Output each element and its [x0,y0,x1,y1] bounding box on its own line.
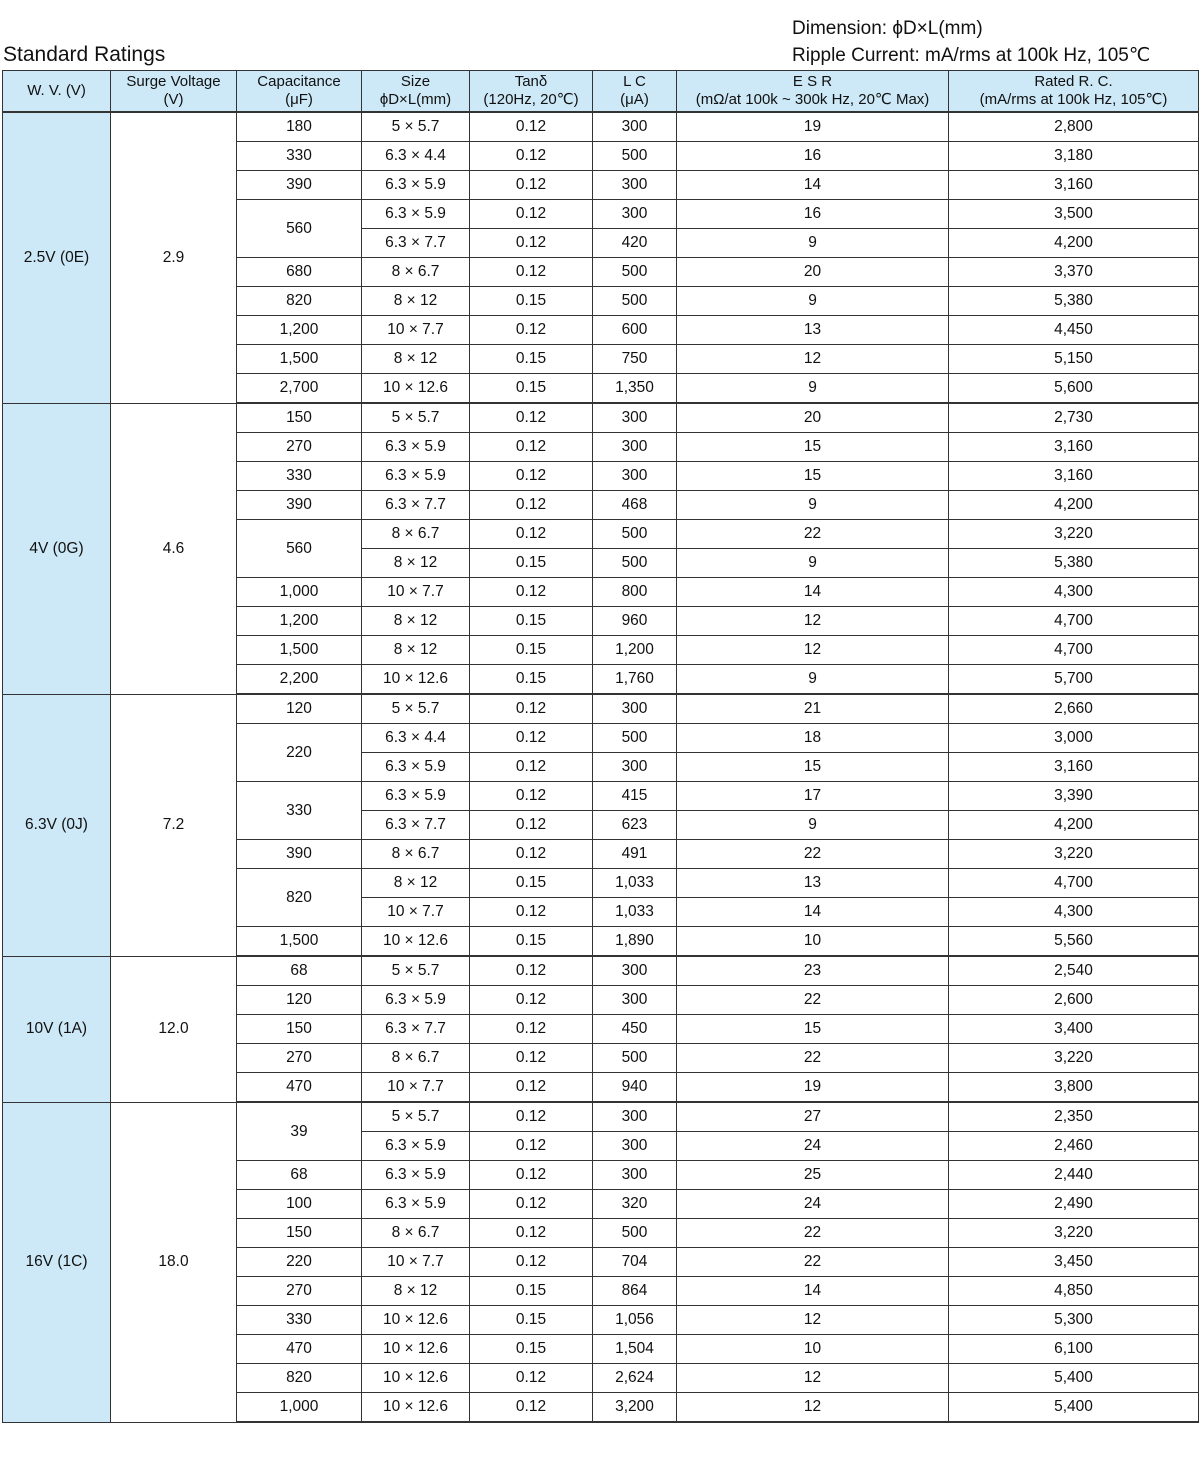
cell-capacitance: 820 [237,869,362,927]
cell-esr: 22 [677,1044,949,1073]
cell-capacitance: 1,000 [237,1393,362,1423]
cell-capacitance: 270 [237,1277,362,1306]
cell-tan-delta: 0.15 [470,1306,593,1335]
cell-capacitance: 68 [237,956,362,986]
cell-leakage-current: 864 [593,1277,677,1306]
cell-size: 10 × 12.6 [362,374,470,404]
cell-esr: 10 [677,1335,949,1364]
cell-size: 10 × 12.6 [362,1393,470,1423]
cell-size: 10 × 7.7 [362,578,470,607]
cell-esr: 16 [677,200,949,229]
cell-capacitance: 150 [237,1015,362,1044]
cell-tan-delta: 0.15 [470,927,593,957]
cell-tan-delta: 0.12 [470,724,593,753]
cell-size: 8 × 6.7 [362,520,470,549]
cell-esr: 20 [677,403,949,433]
cell-rated-ripple-current: 2,600 [949,986,1199,1015]
cell-size: 5 × 5.7 [362,112,470,142]
cell-capacitance: 330 [237,1306,362,1335]
page-title: Standard Ratings [3,43,166,66]
cell-tan-delta: 0.15 [470,287,593,316]
cell-size: 6.3 × 5.9 [362,1190,470,1219]
cell-tan-delta: 0.12 [470,433,593,462]
header-surge-voltage: Surge Voltage (V) [111,71,237,113]
header-esr: E S R (mΩ/at 100k ~ 300k Hz, 20℃ Max) [677,71,949,113]
cell-capacitance: 39 [237,1102,362,1161]
cell-leakage-current: 300 [593,1102,677,1132]
standard-ratings-table [2,70,1199,1423]
cell-rated-ripple-current: 3,400 [949,1015,1199,1044]
cell-esr: 17 [677,782,949,811]
cell-tan-delta: 0.15 [470,1335,593,1364]
cell-size: 10 × 12.6 [362,1335,470,1364]
cell-tan-delta: 0.12 [470,898,593,927]
cell-working-voltage: 6.3V (0J) [3,694,111,956]
cell-rated-ripple-current: 4,200 [949,811,1199,840]
cell-capacitance: 680 [237,258,362,287]
cell-rated-ripple-current: 6,100 [949,1335,1199,1364]
cell-size: 5 × 5.7 [362,694,470,724]
cell-rated-ripple-current: 2,490 [949,1190,1199,1219]
cell-surge-voltage: 7.2 [111,694,237,956]
cell-rated-ripple-current: 3,160 [949,753,1199,782]
cell-rated-ripple-current: 3,180 [949,142,1199,171]
cell-esr: 13 [677,316,949,345]
cell-esr: 27 [677,1102,949,1132]
cell-tan-delta: 0.12 [470,171,593,200]
cell-size: 6.3 × 5.9 [362,1161,470,1190]
cell-tan-delta: 0.12 [470,316,593,345]
header-wv: W. V. (V) [3,71,111,113]
cell-leakage-current: 1,056 [593,1306,677,1335]
cell-size: 5 × 5.7 [362,1102,470,1132]
cell-size: 10 × 7.7 [362,1073,470,1103]
cell-leakage-current: 491 [593,840,677,869]
cell-esr: 19 [677,1073,949,1103]
cell-capacitance: 390 [237,840,362,869]
cell-tan-delta: 0.12 [470,578,593,607]
cell-capacitance: 180 [237,112,362,142]
cell-size: 8 × 12 [362,869,470,898]
cell-capacitance: 270 [237,433,362,462]
cell-esr: 15 [677,1015,949,1044]
cell-leakage-current: 1,760 [593,665,677,695]
cell-tan-delta: 0.12 [470,1219,593,1248]
cell-leakage-current: 300 [593,403,677,433]
cell-tan-delta: 0.15 [470,607,593,636]
cell-capacitance: 1,000 [237,578,362,607]
cell-leakage-current: 1,033 [593,869,677,898]
cell-capacitance: 390 [237,491,362,520]
table-row [3,956,1199,986]
header-size: Size ϕD×L(mm) [362,71,470,113]
cell-rated-ripple-current: 5,380 [949,287,1199,316]
cell-tan-delta: 0.12 [470,694,593,724]
cell-esr: 15 [677,753,949,782]
cell-leakage-current: 320 [593,1190,677,1219]
cell-capacitance: 390 [237,171,362,200]
cell-esr: 16 [677,142,949,171]
cell-rated-ripple-current: 5,700 [949,665,1199,695]
cell-esr: 18 [677,724,949,753]
cell-size: 8 × 12 [362,287,470,316]
cell-rated-ripple-current: 4,300 [949,898,1199,927]
cell-leakage-current: 300 [593,171,677,200]
cell-leakage-current: 1,504 [593,1335,677,1364]
cell-surge-voltage: 2.9 [111,112,237,403]
cell-leakage-current: 468 [593,491,677,520]
cell-esr: 12 [677,607,949,636]
cell-size: 6.3 × 5.9 [362,200,470,229]
cell-leakage-current: 1,200 [593,636,677,665]
cell-size: 8 × 6.7 [362,840,470,869]
cell-esr: 13 [677,869,949,898]
cell-leakage-current: 3,200 [593,1393,677,1423]
cell-leakage-current: 623 [593,811,677,840]
cell-capacitance: 2,700 [237,374,362,404]
cell-size: 8 × 12 [362,636,470,665]
cell-leakage-current: 300 [593,753,677,782]
cell-tan-delta: 0.12 [470,840,593,869]
cell-esr: 21 [677,694,949,724]
cell-capacitance: 470 [237,1335,362,1364]
cell-size: 10 × 7.7 [362,316,470,345]
cell-esr: 15 [677,462,949,491]
ripple-current-note: Ripple Current: mA/rms at 100k Hz, 105℃ [792,45,1151,66]
cell-capacitance: 1,500 [237,636,362,665]
cell-esr: 12 [677,1306,949,1335]
cell-tan-delta: 0.12 [470,1073,593,1103]
cell-leakage-current: 2,624 [593,1364,677,1393]
cell-leakage-current: 450 [593,1015,677,1044]
cell-leakage-current: 300 [593,1161,677,1190]
cell-leakage-current: 1,890 [593,927,677,957]
cell-rated-ripple-current: 3,220 [949,1219,1199,1248]
cell-rated-ripple-current: 3,160 [949,462,1199,491]
cell-esr: 22 [677,520,949,549]
cell-leakage-current: 1,350 [593,374,677,404]
cell-esr: 14 [677,171,949,200]
cell-capacitance: 330 [237,462,362,491]
cell-tan-delta: 0.12 [470,258,593,287]
cell-esr: 12 [677,636,949,665]
cell-tan-delta: 0.15 [470,636,593,665]
cell-rated-ripple-current: 2,730 [949,403,1199,433]
cell-rated-ripple-current: 5,400 [949,1364,1199,1393]
cell-leakage-current: 300 [593,112,677,142]
cell-surge-voltage: 18.0 [111,1102,237,1422]
cell-leakage-current: 600 [593,316,677,345]
cell-tan-delta: 0.12 [470,491,593,520]
cell-capacitance: 1,500 [237,345,362,374]
cell-leakage-current: 500 [593,549,677,578]
cell-tan-delta: 0.15 [470,549,593,578]
cell-tan-delta: 0.12 [470,753,593,782]
cell-esr: 9 [677,811,949,840]
table-header-row [3,71,1199,113]
cell-tan-delta: 0.12 [470,229,593,258]
cell-size: 5 × 5.7 [362,403,470,433]
cell-leakage-current: 750 [593,345,677,374]
cell-size: 6.3 × 5.9 [362,1132,470,1161]
cell-rated-ripple-current: 3,000 [949,724,1199,753]
cell-size: 10 × 7.7 [362,1248,470,1277]
cell-size: 6.3 × 7.7 [362,1015,470,1044]
cell-size: 10 × 12.6 [362,665,470,695]
cell-esr: 12 [677,345,949,374]
cell-rated-ripple-current: 3,800 [949,1073,1199,1103]
cell-tan-delta: 0.12 [470,811,593,840]
cell-size: 6.3 × 5.9 [362,171,470,200]
cell-working-voltage: 4V (0G) [3,403,111,694]
cell-leakage-current: 300 [593,1132,677,1161]
cell-size: 5 × 5.7 [362,956,470,986]
cell-rated-ripple-current: 4,700 [949,869,1199,898]
cell-size: 8 × 12 [362,607,470,636]
cell-surge-voltage: 4.6 [111,403,237,694]
table-row [3,1102,1199,1132]
cell-leakage-current: 500 [593,258,677,287]
cell-tan-delta: 0.12 [470,1102,593,1132]
header-lc: L C (μA) [593,71,677,113]
cell-size: 8 × 12 [362,549,470,578]
cell-size: 6.3 × 4.4 [362,724,470,753]
table-row [3,112,1199,142]
cell-capacitance: 220 [237,724,362,782]
cell-size: 6.3 × 7.7 [362,491,470,520]
header-rated-ripple-current: Rated R. C. (mA/rms at 100k Hz, 105℃) [949,71,1199,113]
cell-rated-ripple-current: 4,200 [949,229,1199,258]
cell-size: 6.3 × 5.9 [362,753,470,782]
cell-size: 6.3 × 7.7 [362,229,470,258]
cell-rated-ripple-current: 4,700 [949,636,1199,665]
cell-esr: 14 [677,1277,949,1306]
cell-capacitance: 120 [237,694,362,724]
cell-esr: 23 [677,956,949,986]
cell-capacitance: 120 [237,986,362,1015]
cell-size: 8 × 6.7 [362,1044,470,1073]
cell-leakage-current: 500 [593,1219,677,1248]
cell-rated-ripple-current: 2,460 [949,1132,1199,1161]
cell-tan-delta: 0.12 [470,142,593,171]
cell-rated-ripple-current: 4,300 [949,578,1199,607]
cell-size: 8 × 6.7 [362,258,470,287]
cell-rated-ripple-current: 2,800 [949,112,1199,142]
cell-capacitance: 220 [237,1248,362,1277]
cell-rated-ripple-current: 5,400 [949,1393,1199,1423]
cell-size: 6.3 × 5.9 [362,462,470,491]
cell-size: 8 × 12 [362,1277,470,1306]
cell-capacitance: 270 [237,1044,362,1073]
cell-capacitance: 2,200 [237,665,362,695]
cell-leakage-current: 704 [593,1248,677,1277]
cell-rated-ripple-current: 3,390 [949,782,1199,811]
cell-tan-delta: 0.15 [470,665,593,695]
cell-capacitance: 1,200 [237,316,362,345]
cell-size: 10 × 12.6 [362,1306,470,1335]
cell-esr: 22 [677,840,949,869]
cell-leakage-current: 940 [593,1073,677,1103]
cell-capacitance: 150 [237,1219,362,1248]
cell-size: 6.3 × 5.9 [362,986,470,1015]
cell-rated-ripple-current: 5,380 [949,549,1199,578]
cell-rated-ripple-current: 4,450 [949,316,1199,345]
cell-rated-ripple-current: 3,370 [949,258,1199,287]
cell-rated-ripple-current: 4,850 [949,1277,1199,1306]
cell-leakage-current: 500 [593,287,677,316]
cell-capacitance: 100 [237,1190,362,1219]
cell-esr: 19 [677,112,949,142]
cell-leakage-current: 500 [593,142,677,171]
cell-surge-voltage: 12.0 [111,956,237,1102]
cell-working-voltage: 10V (1A) [3,956,111,1102]
cell-leakage-current: 300 [593,986,677,1015]
cell-capacitance: 470 [237,1073,362,1103]
table-row [3,403,1199,433]
cell-esr: 14 [677,578,949,607]
cell-capacitance: 150 [237,403,362,433]
cell-leakage-current: 800 [593,578,677,607]
cell-leakage-current: 500 [593,724,677,753]
cell-tan-delta: 0.12 [470,1161,593,1190]
cell-esr: 12 [677,1393,949,1423]
cell-size: 10 × 7.7 [362,898,470,927]
cell-rated-ripple-current: 3,160 [949,171,1199,200]
cell-tan-delta: 0.12 [470,200,593,229]
cell-rated-ripple-current: 2,440 [949,1161,1199,1190]
cell-leakage-current: 960 [593,607,677,636]
cell-esr: 9 [677,229,949,258]
cell-rated-ripple-current: 2,540 [949,956,1199,986]
cell-tan-delta: 0.12 [470,403,593,433]
cell-esr: 9 [677,665,949,695]
cell-leakage-current: 300 [593,433,677,462]
dimension-note: Dimension: ϕD×L(mm) [792,18,983,39]
cell-rated-ripple-current: 3,220 [949,520,1199,549]
cell-esr: 24 [677,1190,949,1219]
cell-rated-ripple-current: 4,700 [949,607,1199,636]
cell-tan-delta: 0.12 [470,1248,593,1277]
cell-tan-delta: 0.15 [470,374,593,404]
cell-working-voltage: 16V (1C) [3,1102,111,1422]
cell-rated-ripple-current: 3,500 [949,200,1199,229]
cell-tan-delta: 0.12 [470,112,593,142]
cell-capacitance: 1,500 [237,927,362,957]
cell-tan-delta: 0.12 [470,782,593,811]
cell-esr: 9 [677,374,949,404]
cell-tan-delta: 0.12 [470,1015,593,1044]
cell-rated-ripple-current: 3,160 [949,433,1199,462]
cell-tan-delta: 0.12 [470,462,593,491]
cell-rated-ripple-current: 3,450 [949,1248,1199,1277]
cell-leakage-current: 420 [593,229,677,258]
cell-esr: 9 [677,549,949,578]
cell-esr: 22 [677,1248,949,1277]
cell-rated-ripple-current: 3,220 [949,1044,1199,1073]
cell-leakage-current: 300 [593,200,677,229]
cell-leakage-current: 300 [593,956,677,986]
cell-esr: 22 [677,986,949,1015]
cell-esr: 14 [677,898,949,927]
cell-capacitance: 68 [237,1161,362,1190]
cell-tan-delta: 0.12 [470,1190,593,1219]
cell-capacitance: 820 [237,287,362,316]
cell-esr: 9 [677,491,949,520]
cell-tan-delta: 0.15 [470,1277,593,1306]
cell-leakage-current: 500 [593,1044,677,1073]
cell-tan-delta: 0.12 [470,1132,593,1161]
cell-size: 6.3 × 7.7 [362,811,470,840]
cell-rated-ripple-current: 5,600 [949,374,1199,404]
cell-rated-ripple-current: 5,300 [949,1306,1199,1335]
header-capacitance: Capacitance (μF) [237,71,362,113]
cell-rated-ripple-current: 3,220 [949,840,1199,869]
cell-rated-ripple-current: 2,660 [949,694,1199,724]
cell-leakage-current: 300 [593,462,677,491]
cell-working-voltage: 2.5V (0E) [3,112,111,403]
cell-tan-delta: 0.12 [470,1364,593,1393]
cell-tan-delta: 0.12 [470,1393,593,1423]
cell-tan-delta: 0.12 [470,1044,593,1073]
cell-tan-delta: 0.15 [470,869,593,898]
cell-capacitance: 560 [237,520,362,578]
cell-size: 10 × 12.6 [362,927,470,957]
cell-tan-delta: 0.12 [470,520,593,549]
cell-rated-ripple-current: 4,200 [949,491,1199,520]
cell-esr: 15 [677,433,949,462]
cell-esr: 24 [677,1132,949,1161]
cell-esr: 12 [677,1364,949,1393]
cell-esr: 22 [677,1219,949,1248]
cell-size: 10 × 12.6 [362,1364,470,1393]
table-row [3,694,1199,724]
cell-size: 6.3 × 5.9 [362,782,470,811]
cell-rated-ripple-current: 5,150 [949,345,1199,374]
cell-esr: 20 [677,258,949,287]
header-tan-delta: Tanδ (120Hz, 20℃) [470,71,593,113]
cell-tan-delta: 0.12 [470,986,593,1015]
cell-leakage-current: 415 [593,782,677,811]
cell-size: 8 × 12 [362,345,470,374]
cell-tan-delta: 0.15 [470,345,593,374]
cell-esr: 9 [677,287,949,316]
cell-leakage-current: 300 [593,694,677,724]
cell-esr: 25 [677,1161,949,1190]
table-body [3,112,1199,1422]
cell-capacitance: 820 [237,1364,362,1393]
cell-leakage-current: 500 [593,520,677,549]
cell-size: 8 × 6.7 [362,1219,470,1248]
cell-capacitance: 330 [237,142,362,171]
cell-capacitance: 560 [237,200,362,258]
cell-rated-ripple-current: 5,560 [949,927,1199,957]
cell-esr: 10 [677,927,949,957]
cell-leakage-current: 1,033 [593,898,677,927]
cell-rated-ripple-current: 2,350 [949,1102,1199,1132]
cell-size: 6.3 × 4.4 [362,142,470,171]
cell-capacitance: 1,200 [237,607,362,636]
cell-capacitance: 330 [237,782,362,840]
cell-size: 6.3 × 5.9 [362,433,470,462]
cell-tan-delta: 0.12 [470,956,593,986]
